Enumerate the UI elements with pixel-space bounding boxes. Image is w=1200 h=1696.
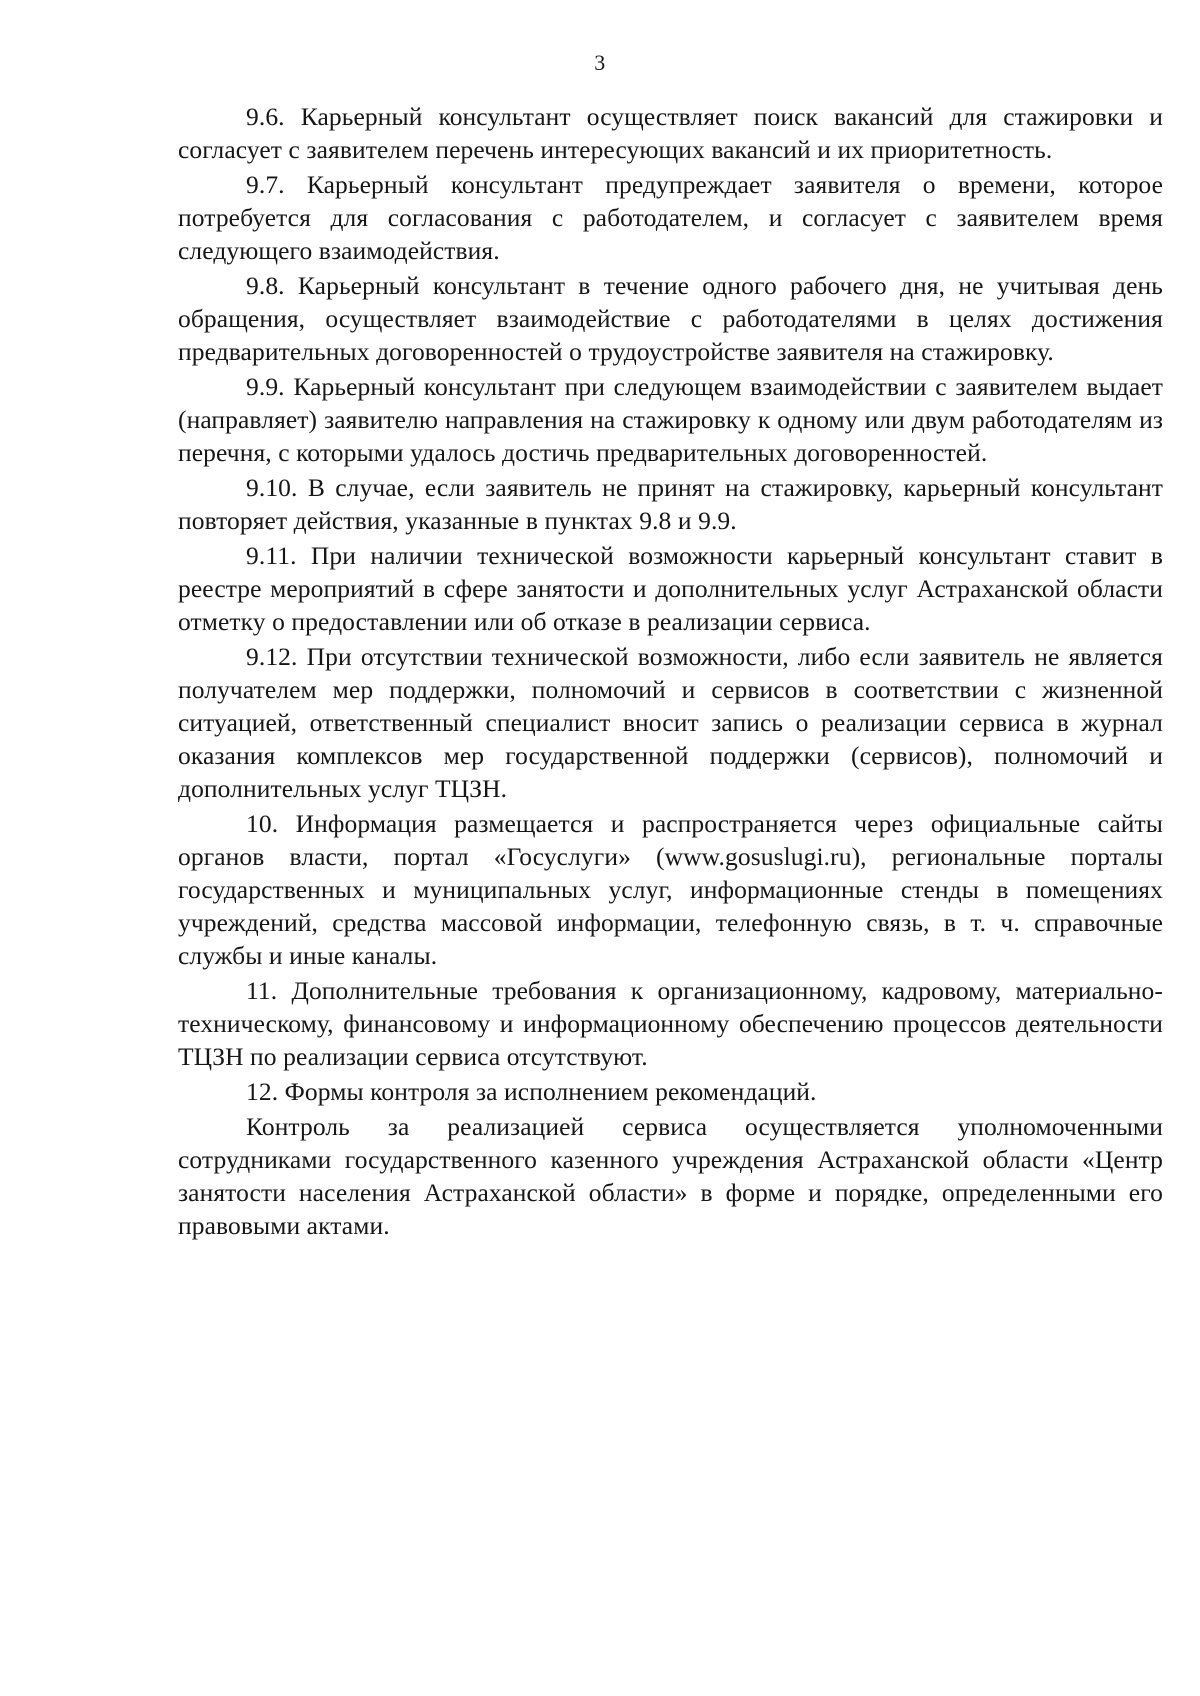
paragraph-9-6: 9.6. Карьерный консультант осуществляет поиск вакансий для стажировки и согласует с заявителем перечень интересующих вакансий и их приоритетность. — [178, 102, 1163, 164]
paragraph-9-7: 9.7. Карьерный консультант предупреждает заявителя о времени, которое потребуется для согласования с работодателем, и согласует с заявителем время следующего взаимодействия. — [178, 170, 1163, 265]
page-number: 3 — [594, 50, 606, 75]
paragraph-9-10: 9.10. В случае, если заявитель не принят на стажировку, карьерный консультант повторяет действия, указанные в пунктах 9.8 и 9.9. — [178, 473, 1163, 535]
paragraph-12: 12. Формы контроля за исполнением рекомендаций. — [246, 1077, 817, 1106]
paragraph-9-12: 9.12. При отсутствии технической возможности, либо если заявитель не является получателем мер поддержки, полномочий и сервисов в соответствии с жизненной ситуацией, ответственный специалист вносит запись о реализации сервиса в журнал оказания комплексов мер государственной поддержки (сервисов), полномочий и дополнительных услуг ТЦЗН. — [178, 642, 1163, 803]
paragraph-10: 10. Информация размещается и распространяется через официальные сайты органов власти, портал «Госуслуги» (www.gosuslugi.ru), региональные порталы государственных и муниципальных услуг, информационные стенды в помещениях учреждений, средства массовой информации, телефонную связь, в т. ч. справочные службы и иные каналы. — [178, 809, 1163, 970]
document-body — [178, 100, 1163, 1242]
paragraph-9-9: 9.9. Карьерный консультант при следующем взаимодействии с заявителем выдает (направляет) заявителю направления на стажировку к одному или двум работодателям из перечня, с которыми удалось достичь предварительных договоренностей. — [178, 372, 1163, 467]
paragraph-12-control: Контроль за реализацией сервиса осуществляется уполномоченными сотрудниками государственного казенного учреждения Астраханской области «Центр занятости населения Астраханской области» в форме и порядке, определенными его правовыми актами. — [178, 1112, 1163, 1240]
paragraph-9-8: 9.8. Карьерный консультант в течение одного рабочего дня, не учитывая день обращения, осуществляет взаимодействие с работодателями в целях достижения предварительных договоренностей о трудоустройстве заявителя на стажировку. — [178, 271, 1163, 366]
paragraph-9-11: 9.11. При наличии технической возможности карьерный консультант ставит в реестре мероприятий в сфере занятости и дополнительных услуг Астраханской области отметку о предоставлении или об отказе в реализации сервиса. — [178, 541, 1163, 636]
paragraph-11: 11. Дополнительные требования к организационному, кадровому, материально-техническому, финансовому и информационному обеспечению процессов деятельности ТЦЗН по реализации сервиса отсутствуют. — [178, 976, 1163, 1071]
